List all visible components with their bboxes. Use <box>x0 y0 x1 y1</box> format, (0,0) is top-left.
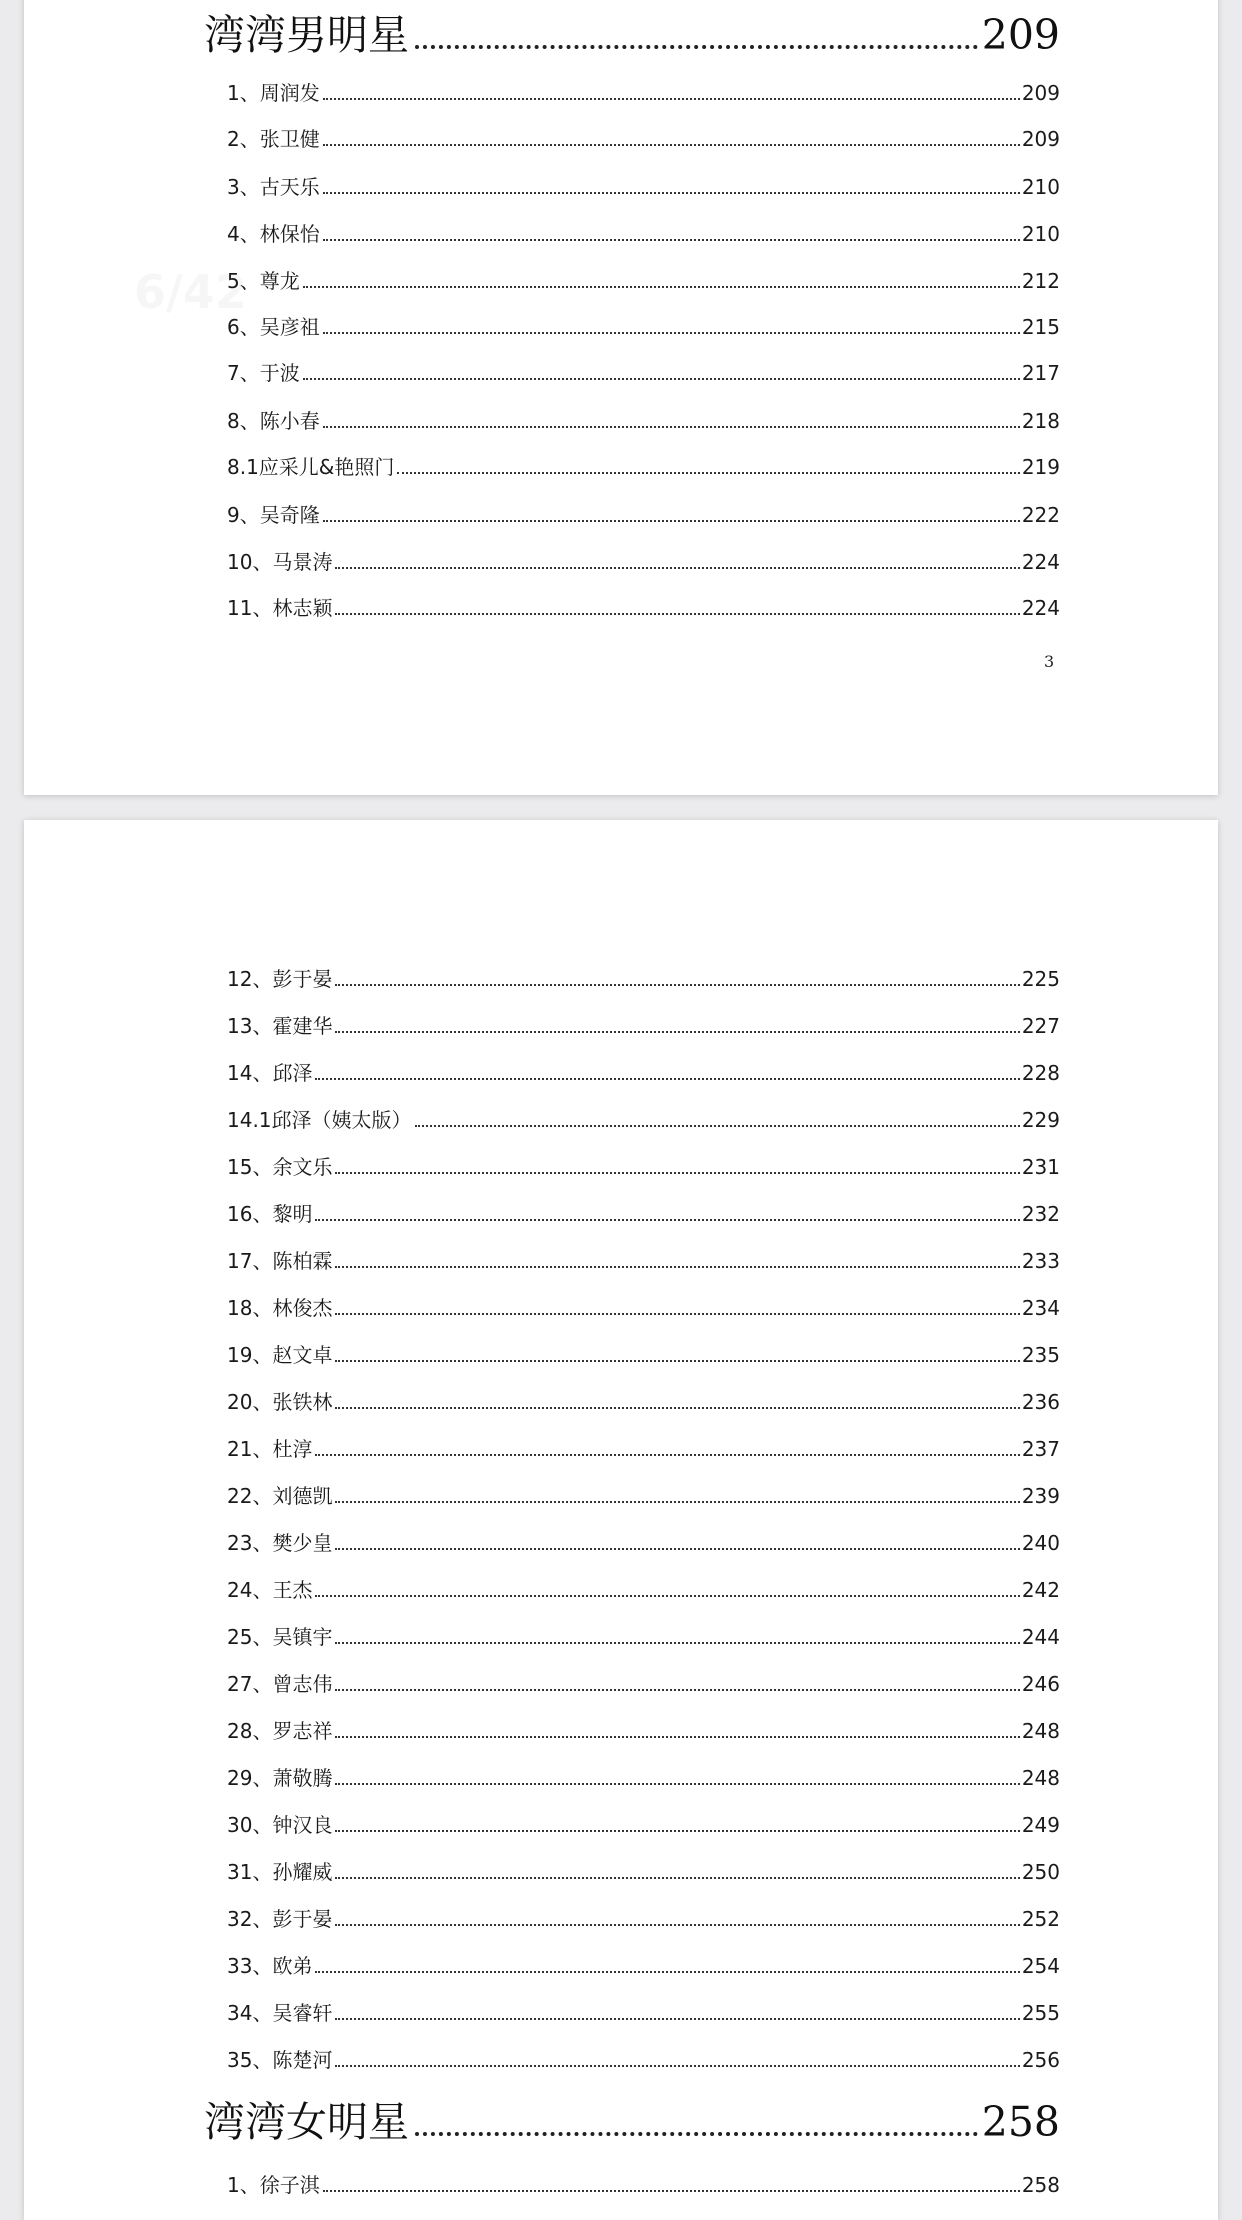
toc-entry-page: 232 <box>1021 1202 1060 1226</box>
dot-leader <box>335 2018 1019 2020</box>
toc-entry-page: 255 <box>1021 2001 1060 2025</box>
toc-entry[interactable] <box>227 77 1060 113</box>
toc-entry-page: 224 <box>1021 550 1060 574</box>
toc-entry-label: 15、余文乐 <box>227 1155 333 1179</box>
dot-leader <box>323 192 1020 194</box>
dot-leader <box>315 1454 1019 1456</box>
toc-entry[interactable] <box>227 1386 1060 1422</box>
dot-leader <box>335 1501 1019 1503</box>
toc-entry-page: 256 <box>1021 2048 1060 2072</box>
toc-entry[interactable] <box>227 1950 1060 1986</box>
toc-entry[interactable] <box>227 499 1060 535</box>
dot-leader <box>323 426 1020 428</box>
toc-entry[interactable] <box>227 1715 1060 1751</box>
dot-leader <box>323 144 1020 146</box>
toc-entry-page: 222 <box>1021 503 1060 527</box>
toc-entry-label: 5、尊龙 <box>227 269 300 293</box>
toc-entry-page: 227 <box>1021 1014 1060 1038</box>
toc-entry[interactable] <box>227 1198 1060 1234</box>
section-heading-page: 209 <box>981 11 1060 59</box>
toc-entry-label: 24、王杰 <box>227 1578 313 1602</box>
toc-entry-page: 219 <box>1021 455 1060 479</box>
toc-entry-label: 3、古天乐 <box>227 175 320 199</box>
toc-entry-page: 236 <box>1021 1390 1060 1414</box>
dot-leader <box>335 613 1019 615</box>
toc-entry-page: 218 <box>1021 409 1060 433</box>
toc-entry-page: 254 <box>1021 1954 1060 1978</box>
toc-entry[interactable] <box>227 451 1060 487</box>
toc-entry-page: 234 <box>1021 1296 1060 1320</box>
toc-entry-page: 235 <box>1021 1343 1060 1367</box>
toc-entry-page: 210 <box>1021 175 1060 199</box>
page-number: 3 <box>1044 652 1055 671</box>
toc-entry-label: 34、吴睿轩 <box>227 2001 333 2025</box>
section-heading-title: 湾湾男明星 <box>204 11 409 59</box>
toc-entry-page: 231 <box>1021 1155 1060 1179</box>
toc-entry-label: 2、张卫健 <box>227 127 320 151</box>
toc-entry-label: 25、吴镇宇 <box>227 1625 333 1649</box>
toc-entry-label: 4、林保怡 <box>227 222 320 246</box>
toc-entry[interactable] <box>227 1809 1060 1845</box>
toc-entry-label: 31、孙耀威 <box>227 1860 333 1884</box>
toc-entry[interactable] <box>227 1762 1060 1798</box>
toc-entry-page: 229 <box>1021 1108 1060 1132</box>
toc-entry-label: 8.1应采儿&艳照门 <box>227 455 395 479</box>
dot-leader <box>303 286 1020 288</box>
toc-entry-page: 240 <box>1021 1531 1060 1555</box>
toc-entry-page: 239 <box>1021 1484 1060 1508</box>
toc-section-heading[interactable] <box>204 2 1060 62</box>
toc-entry-page: 250 <box>1021 1860 1060 1884</box>
toc-entry[interactable] <box>227 1997 1060 2033</box>
toc-entry-page: 248 <box>1021 1766 1060 1790</box>
dot-leader <box>303 378 1020 380</box>
toc-entry[interactable] <box>227 311 1060 347</box>
dot-leader <box>335 1642 1019 1644</box>
toc-entry-page: 228 <box>1021 1061 1060 1085</box>
toc-entry-label: 13、霍建华 <box>227 1014 333 1038</box>
toc-entry-label: 11、林志颖 <box>227 596 333 620</box>
toc-entry[interactable] <box>227 218 1060 254</box>
toc-entry[interactable] <box>227 2044 1060 2080</box>
toc-entry[interactable] <box>227 171 1060 207</box>
section-heading-title: 湾湾女明星 <box>204 2098 409 2146</box>
toc-entry[interactable] <box>227 1621 1060 1657</box>
toc-entry-label: 33、欧弟 <box>227 1954 313 1978</box>
toc-entry[interactable] <box>227 592 1060 628</box>
dot-leader <box>335 567 1019 569</box>
toc-entry-page: 225 <box>1021 967 1060 991</box>
dot-leader <box>335 1924 1019 1926</box>
toc-entry-label: 23、樊少皇 <box>227 1531 333 1555</box>
dot-leader <box>335 984 1019 986</box>
dot-leader <box>335 1548 1019 1550</box>
toc-entry-label: 21、杜淳 <box>227 1437 313 1461</box>
dot-leader <box>335 1877 1019 1879</box>
toc-entry[interactable] <box>227 1339 1060 1375</box>
toc-entry-label: 9、吴奇隆 <box>227 503 320 527</box>
toc-entry-label: 8、陈小春 <box>227 409 320 433</box>
toc-entry-page: 217 <box>1021 361 1060 385</box>
dot-leader <box>315 1971 1019 1973</box>
toc-entry[interactable] <box>227 963 1060 999</box>
toc-entry[interactable] <box>227 405 1060 441</box>
dot-leader <box>335 1689 1019 1691</box>
toc-entry[interactable] <box>227 1245 1060 1281</box>
toc-entry-label: 14.1邱泽（姨太版） <box>227 1108 412 1132</box>
dot-leader <box>335 1172 1019 1174</box>
dot-leader <box>335 1783 1019 1785</box>
toc-entry-page: 252 <box>1021 1907 1060 1931</box>
toc-entry-page: 212 <box>1021 269 1060 293</box>
toc-entry-page: 210 <box>1021 222 1060 246</box>
toc-entry[interactable] <box>227 1527 1060 1563</box>
toc-entry-label: 14、邱泽 <box>227 1061 313 1085</box>
dot-leader <box>335 1736 1019 1738</box>
toc-entry-label: 17、陈柏霖 <box>227 1249 333 1273</box>
toc-entry[interactable] <box>227 1433 1060 1469</box>
toc-entry[interactable] <box>227 357 1060 393</box>
toc-entry[interactable] <box>227 2169 1060 2205</box>
toc-entry[interactable] <box>227 1010 1060 1046</box>
dot-leader <box>415 2132 978 2136</box>
dot-leader <box>323 239 1020 241</box>
toc-entry-page: 248 <box>1021 1719 1060 1743</box>
dot-leader <box>335 2065 1019 2067</box>
dot-leader <box>315 1219 1019 1221</box>
toc-section-heading[interactable] <box>204 2089 1060 2149</box>
toc-entry[interactable] <box>227 1057 1060 1093</box>
toc-entry-label: 6、吴彦祖 <box>227 315 320 339</box>
toc-entry-page: 246 <box>1021 1672 1060 1696</box>
toc-entry-label: 10、马景涛 <box>227 550 333 574</box>
toc-entry-label: 35、陈楚河 <box>227 2048 333 2072</box>
toc-entry-label: 28、罗志祥 <box>227 1719 333 1743</box>
dot-leader <box>397 472 1019 474</box>
toc-entry[interactable] <box>227 1292 1060 1328</box>
toc-entry[interactable] <box>227 1856 1060 1892</box>
toc-entry-page: 244 <box>1021 1625 1060 1649</box>
toc-entry-page: 237 <box>1021 1437 1060 1461</box>
toc-entry-label: 16、黎明 <box>227 1202 313 1226</box>
toc-entry-label: 7、于波 <box>227 361 300 385</box>
toc-entry-label: 27、曾志伟 <box>227 1672 333 1696</box>
dot-leader <box>335 1360 1019 1362</box>
toc-entry-label: 18、林俊杰 <box>227 1296 333 1320</box>
toc-entry[interactable] <box>227 1151 1060 1187</box>
toc-entry[interactable] <box>227 1668 1060 1704</box>
dot-leader <box>315 1078 1019 1080</box>
toc-entry[interactable] <box>227 265 1060 301</box>
dot-leader <box>415 45 978 49</box>
dot-leader <box>323 520 1020 522</box>
dot-leader <box>323 2190 1020 2192</box>
section-heading-page: 258 <box>981 2098 1060 2146</box>
toc-entry[interactable] <box>227 1480 1060 1516</box>
toc-entry-label: 29、萧敬腾 <box>227 1766 333 1790</box>
toc-entry[interactable] <box>227 1574 1060 1610</box>
toc-entry-label: 1、徐子淇 <box>227 2173 320 2197</box>
dot-leader <box>335 1266 1019 1268</box>
toc-entry-label: 19、赵文卓 <box>227 1343 333 1367</box>
toc-entry-label: 1、周润发 <box>227 81 320 105</box>
toc-entry-page: 242 <box>1021 1578 1060 1602</box>
toc-entry-label: 30、钟汉良 <box>227 1813 333 1837</box>
toc-entry-page: 258 <box>1021 2173 1060 2197</box>
toc-entry[interactable] <box>227 546 1060 582</box>
document-page-3 <box>24 0 1218 795</box>
dot-leader <box>323 98 1020 100</box>
dot-leader <box>335 1407 1019 1409</box>
document-page-4 <box>24 820 1218 2220</box>
dot-leader <box>323 332 1020 334</box>
toc-entry[interactable] <box>227 123 1060 159</box>
toc-entry-page: 249 <box>1021 1813 1060 1837</box>
toc-entry-page: 233 <box>1021 1249 1060 1273</box>
toc-entry-label: 22、刘德凯 <box>227 1484 333 1508</box>
toc-entry-label: 12、彭于晏 <box>227 967 333 991</box>
toc-entry-page: 209 <box>1021 81 1060 105</box>
toc-entry-page: 224 <box>1021 596 1060 620</box>
dot-leader <box>335 1031 1019 1033</box>
dot-leader <box>335 1313 1019 1315</box>
dot-leader <box>415 1125 1020 1127</box>
toc-entry-page: 215 <box>1021 315 1060 339</box>
dot-leader <box>315 1595 1019 1597</box>
toc-entry-page: 209 <box>1021 127 1060 151</box>
toc-entry-label: 20、张铁林 <box>227 1390 333 1414</box>
toc-entry[interactable] <box>227 1903 1060 1939</box>
toc-entry[interactable] <box>227 1104 1060 1140</box>
toc-entry-label: 32、彭于晏 <box>227 1907 333 1931</box>
dot-leader <box>335 1830 1019 1832</box>
